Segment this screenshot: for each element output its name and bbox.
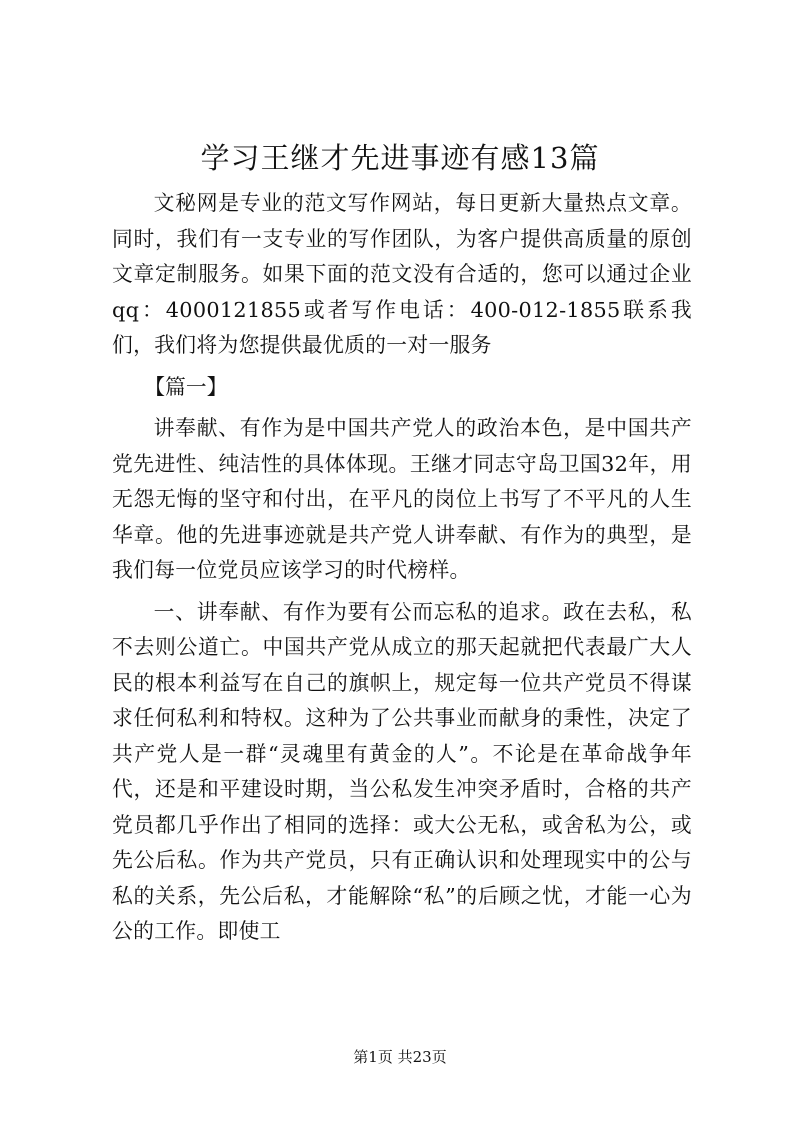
body-paragraph-2: 一、讲奉献、有作为要有公而忘私的追求。政在去私，私不去则公道亡。中国共产党从成立的那天起就把代表最广大人民的根本利益写在自己的旗帜上，规定每一位共产党员不得谋求任何私利和特权。这种为了公共事业而献身的秉性，决定了共产党人是一群“灵魂里有黄金的人”。不论是在革命战争年代，还是和平建设时期，当公私发生冲突矛盾时，合格的共产党员都几乎作出了相同的选择：或大公无私，或舍私为公，或先公后私。作为共产党员，只有正确认识和处理现实中的公与私的关系，先公后私，才能解除“私”的后顾之忧，才能一心为公的工作。即使工	[112, 599, 692, 943]
intro-paragraph: 文秘网是专业的范文写作网站，每日更新大量热点文章。同时，我们有一支专业的写作团队，为客户提供高质量的原创文章定制服务。如果下面的范文没有合适的，您可以通过企业qq：4000121855或者写作电话：400-012-1855联系我们，我们将为您提供最优质的一对一服务	[112, 191, 692, 357]
document-body	[112, 186, 692, 950]
body-paragraph-1: 讲奉献、有作为是中国共产党人的政治本色，是中国共产党先进性、纯洁性的具体体现。王继才同志守岛卫国32年，用无怨无悔的坚守和付出，在平凡的岗位上书写了不平凡的人生华章。他的先进事迹就是共产党人讲奉献、有作为的典型，是我们每一位党员应该学习的时代榜样。	[112, 416, 692, 582]
page-number-footer: 第1页 共23页	[353, 1048, 447, 1066]
section-heading: 【篇一】	[144, 374, 228, 399]
document-title: 学习王继才先进事迹有感13篇	[200, 141, 600, 175]
